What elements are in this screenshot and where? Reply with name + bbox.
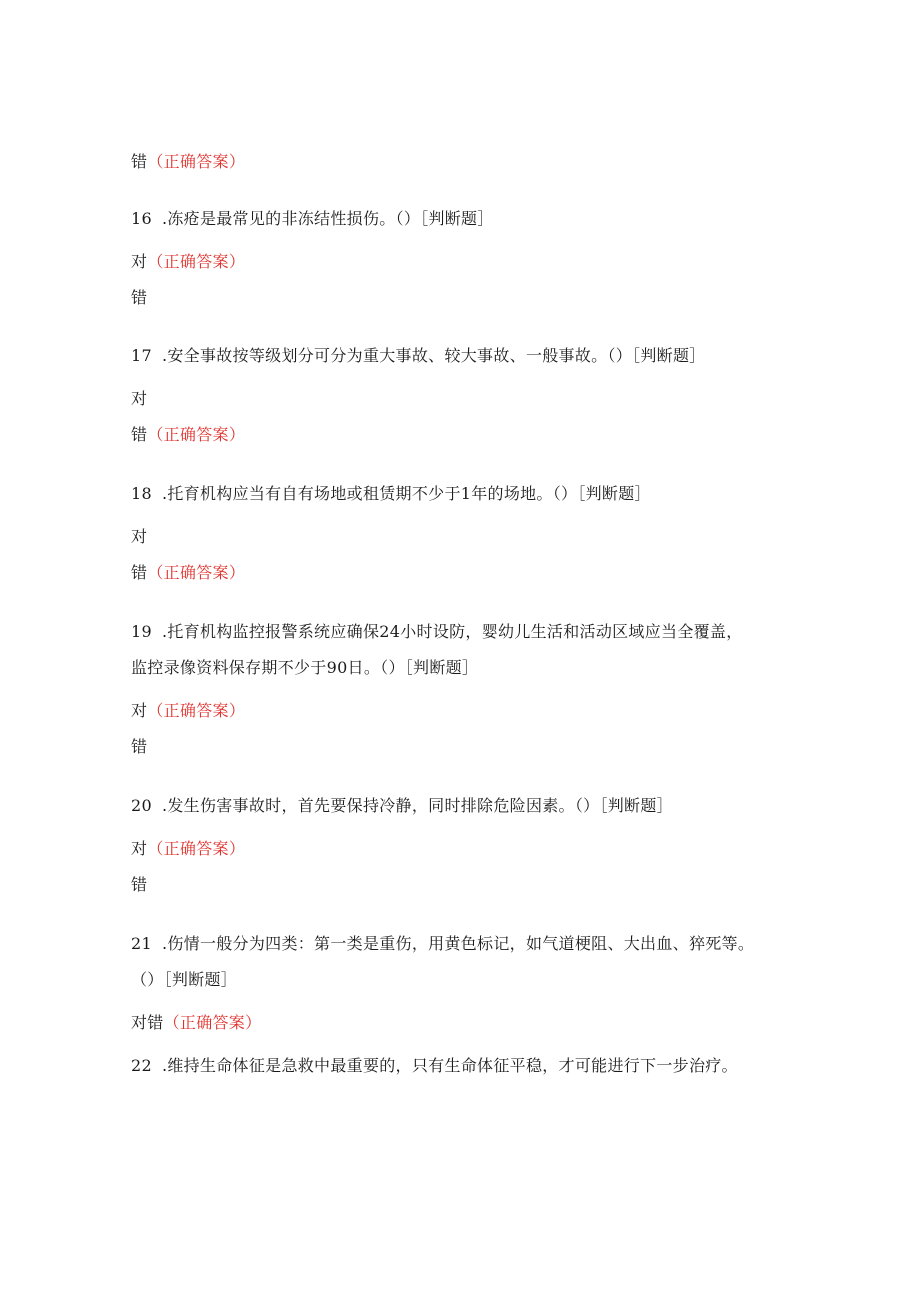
question-text: 监控录像资料保存期不少于90日。（）［判断题］ xyxy=(131,658,479,677)
correct-answer-mark: （正确答案） xyxy=(147,701,246,720)
option-false-label: 错 xyxy=(131,737,148,756)
question-18 xyxy=(131,483,651,505)
option-true-label: 对 xyxy=(131,701,148,720)
correct-answer-mark: （正确答案） xyxy=(147,252,246,271)
question-22 xyxy=(131,1055,738,1077)
question-number: 20 xyxy=(131,796,152,815)
option-true-label: 对 xyxy=(131,389,148,408)
question-21-continued xyxy=(131,969,237,991)
question-text: .安全事故按等级划分可分为重大事故、较大事故、一般事故。（）［判断题］ xyxy=(161,346,706,365)
question-number: 18 xyxy=(131,484,152,503)
correct-answer-mark: （正确答案） xyxy=(147,839,246,858)
question-number: 21 xyxy=(131,934,152,953)
q18-option-false[interactable] xyxy=(131,562,245,584)
question-text: .托育机构监控报警系统应确保24小时设防，婴幼儿生活和活动区域应当全覆盖， xyxy=(161,622,743,641)
option-true-label: 对 xyxy=(131,527,148,546)
option-both-label: 对错 xyxy=(131,1013,164,1032)
question-text: （）［判断题］ xyxy=(131,970,238,989)
question-text: .维持生命体征是急救中最重要的，只有生命体征平稳，才可能进行下一步治疗。 xyxy=(161,1056,738,1075)
q17-option-false[interactable] xyxy=(131,424,245,446)
correct-answer-mark: （正确答案） xyxy=(147,563,246,582)
option-true-label: 对 xyxy=(131,839,148,858)
option-false-label: 错 xyxy=(131,425,148,444)
question-number: 22 xyxy=(131,1056,152,1075)
correct-answer-mark: （正确答案） xyxy=(147,152,246,171)
option-false-label: 错 xyxy=(131,875,148,894)
option-false-label: 错 xyxy=(131,563,148,582)
q20-option-true[interactable] xyxy=(131,838,245,860)
question-19-continued xyxy=(131,657,478,679)
question-17 xyxy=(131,345,706,367)
option-true-label: 对 xyxy=(131,252,148,271)
prev-answer-wrong xyxy=(131,151,245,173)
q16-option-true[interactable] xyxy=(131,251,245,273)
question-21 xyxy=(131,933,754,955)
question-number: 17 xyxy=(131,346,152,365)
question-text: .冻疮是最常见的非冻结性损伤。（）［判断题］ xyxy=(161,209,494,228)
q19-option-true[interactable] xyxy=(131,700,245,722)
q19-option-false[interactable] xyxy=(131,736,147,758)
q17-option-true[interactable] xyxy=(131,388,147,410)
question-number: 16 xyxy=(131,209,152,228)
q21-options[interactable] xyxy=(131,1012,261,1034)
question-20 xyxy=(131,795,673,817)
question-text: .伤情一般分为四类：第一类是重伤，用黄色标记，如气道梗阻、大出血、猝死等。 xyxy=(161,934,755,953)
option-wrong-label: 错 xyxy=(131,152,148,171)
question-16 xyxy=(131,208,494,230)
q18-option-true[interactable] xyxy=(131,526,147,548)
question-number: 19 xyxy=(131,622,152,641)
question-text: .托育机构应当有自有场地或租赁期不少于1年的场地。（）［判断题］ xyxy=(161,484,651,503)
option-false-label: 错 xyxy=(131,288,148,307)
q20-option-false[interactable] xyxy=(131,874,147,896)
correct-answer-mark: （正确答案） xyxy=(147,425,246,444)
correct-answer-mark: （正确答案） xyxy=(163,1013,262,1032)
q16-option-false[interactable] xyxy=(131,287,147,309)
question-19 xyxy=(131,621,743,643)
question-text: .发生伤害事故时，首先要保持冷静，同时排除危险因素。（）［判断题］ xyxy=(161,796,673,815)
